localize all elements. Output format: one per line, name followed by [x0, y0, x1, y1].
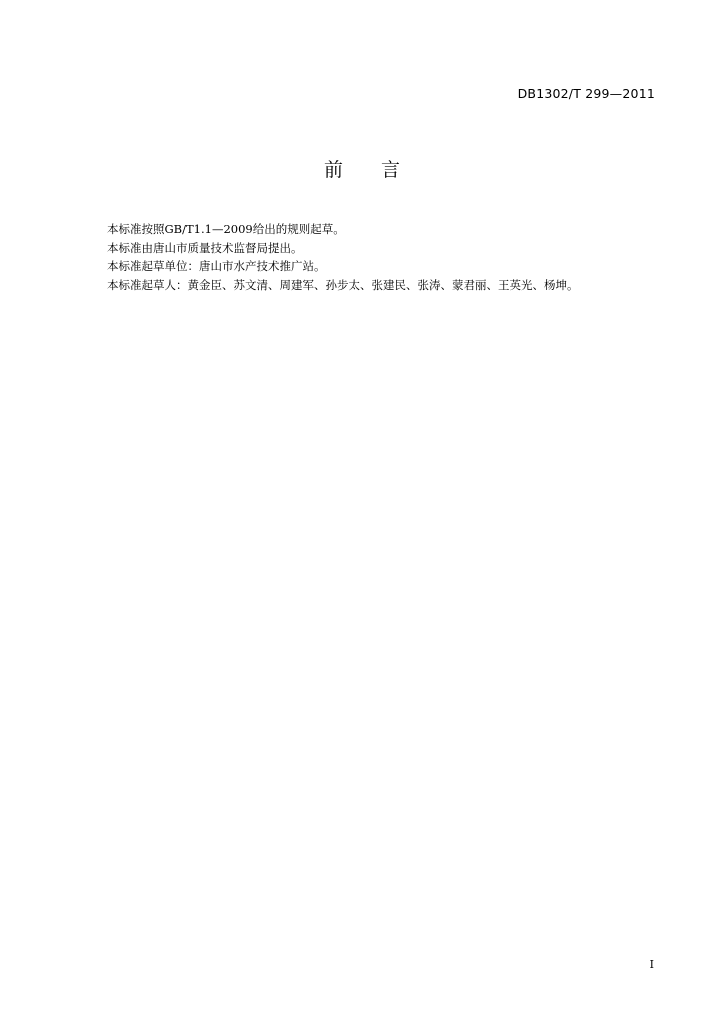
paragraph-proposed-by: 本标准由唐山市质量技术监督局提出。 [107, 240, 303, 255]
page-number: I [649, 958, 654, 971]
paragraph-drafters: 本标准起草人：黄金臣、苏文清、周建军、孙步太、张建民、张涛、蒙君丽、王英光、杨坤。 [107, 277, 579, 292]
paragraph-drafting-unit: 本标准起草单位：唐山市水产技术推广站。 [107, 259, 326, 273]
paragraph-drafting-rules: 本标准按照GB/T1.1—2009给出的规则起草。 [107, 222, 345, 236]
section-title [0, 155, 724, 182]
foreword-body [107, 220, 667, 294]
section-title-part1: 前 [323, 159, 343, 181]
section-title-part2: 言 [381, 159, 401, 181]
standard-code: DB1302/T 299—2011 [517, 86, 655, 101]
